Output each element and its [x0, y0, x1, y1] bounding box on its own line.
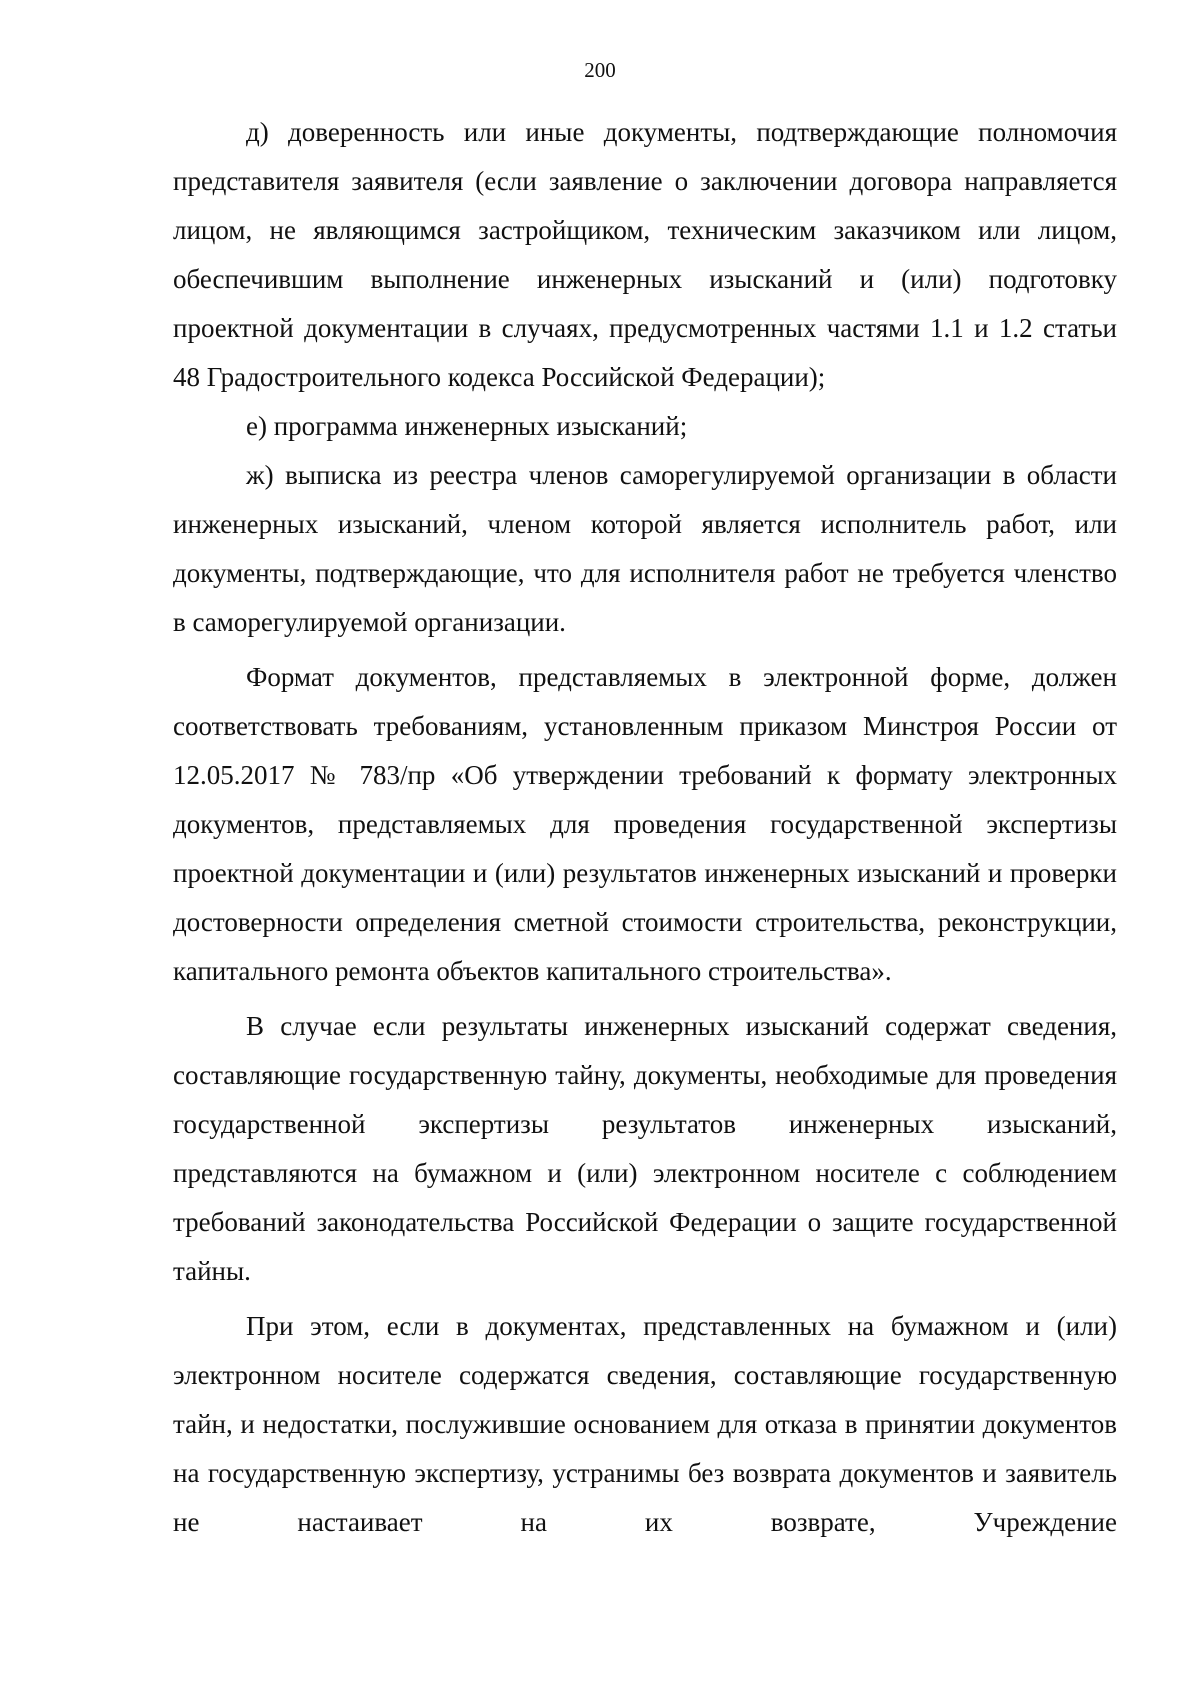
paragraph-sro-extract: ж) выписка из реестра членов саморегулируемой организации в области инженерных изысканий, членом которой является исполнитель работ, или документы, подтверждающие, что для исполнителя работ не требуется членство в саморегулируемой организации. — [173, 460, 1117, 637]
paragraph-state-secret: В случае если результаты инженерных изысканий содержат сведения, составляющие государственную тайну, документы, необходимые для проведения государственной экспертизы результатов инженерных изысканий, представляются на бумажном и (или) электронном носителе с соблюдением требований законодательства Российской Федерации о защите государственной тайны. — [173, 1011, 1117, 1286]
paragraph-paper-media: При этом, если в документах, представленных на бумажном и (или) электронном носителе содержатся сведения, составляющие государственную тайн, и недостатки, послужившие основанием для отказа в принятии документов на государственную экспертизу, устранимы без возврата документов и заявитель не настаивает на их возврате, Учреждение — [173, 1311, 1117, 1537]
paragraph-electronic-format: Формат документов, представляемых в электронной форме, должен соответствовать требованиям, установленным приказом Минстроя России от 12.05.2017 № 783/пр «Об утверждении требований к формату электронных документов, представляемых для проведения государственной экспертизы проектной документации и (или) результатов инженерных изысканий и проверки достоверности определения сметной стоимости строительства, реконструкции, капитального ремонта объектов капитального строительства». — [173, 662, 1117, 986]
paragraph-power-of-attorney: д) доверенность или иные документы, подтверждающие полномочия представителя заявителя (если заявление о заключении договора направляется лицом, не являющимся застройщиком, техническим заказчиком или лицом, обеспечившим выполнение инженерных изысканий и (или) подготовку проектной документации в случаях, предусмотренных частями 1.1 и 1.2 статьи 48 Градостроительного кодекса Российской Федерации); — [173, 117, 1117, 392]
paragraph-survey-program: е) программа инженерных изысканий; — [246, 411, 688, 441]
document-body — [173, 108, 1117, 1547]
page-number: 200 — [584, 58, 616, 82]
